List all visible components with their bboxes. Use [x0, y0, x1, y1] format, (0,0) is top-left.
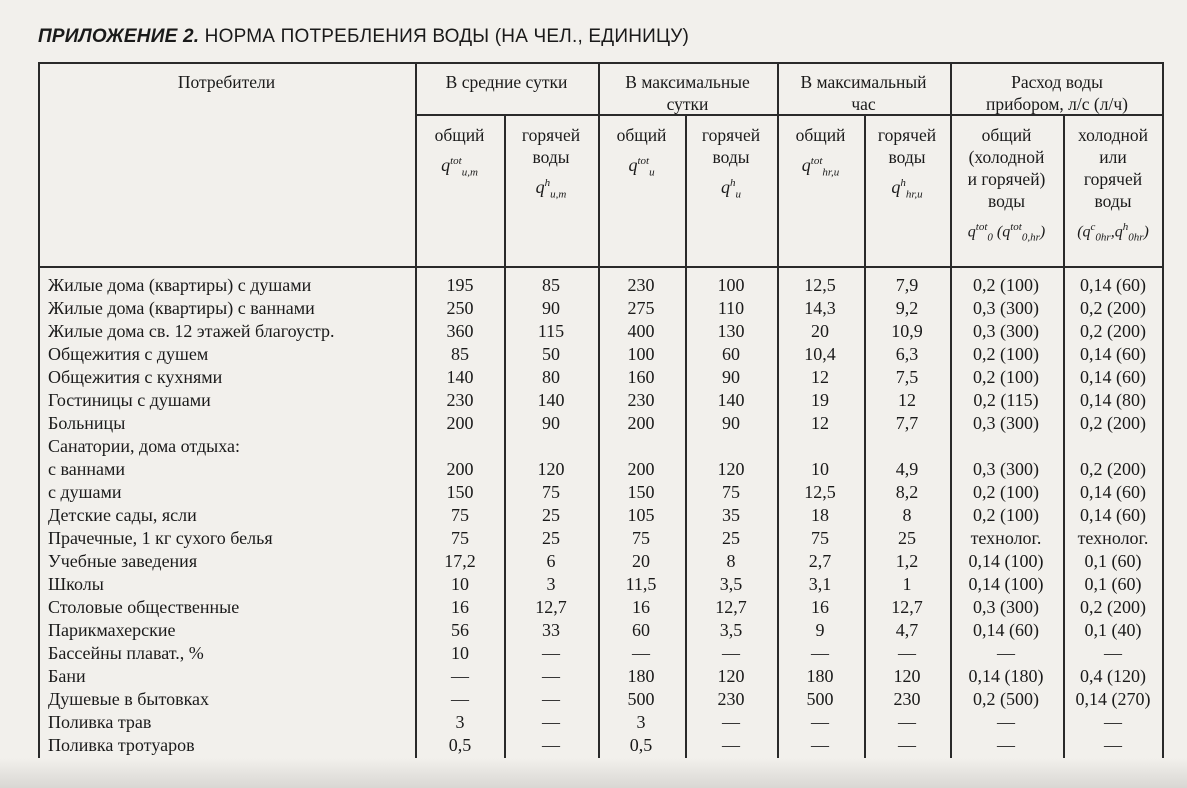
row-value-cell: 10,9 — [891, 321, 923, 341]
subheader-hot-label-1: горячей — [701, 125, 761, 145]
symbol-device-total: $q^{tot}_0$ $(q^{tot}_{0,hr})$ — [967, 221, 1046, 244]
row-value-cell: 120 — [717, 459, 745, 479]
row-consumer-name: Столовые общественные — [48, 597, 240, 617]
row-value-cell: 100 — [627, 344, 655, 364]
row-value-cell: — — [898, 735, 916, 755]
header-max-hour-line2: час — [851, 94, 876, 114]
subheader-maxday-total — [598, 124, 685, 184]
symbol-sup: tot — [975, 221, 988, 233]
symbol-sub: 0hr — [1095, 231, 1111, 244]
table-row — [38, 665, 1164, 688]
row-value-cell: 90 — [722, 413, 740, 433]
row-value-cell: 12,7 — [535, 597, 567, 617]
symbol-sub: hr,u — [905, 188, 923, 201]
row-value-cell: 3 — [455, 712, 465, 732]
table-row — [38, 527, 1164, 550]
row-value-cell: 0,2 (200) — [1080, 298, 1146, 318]
row-value-cell: 200 — [627, 459, 655, 479]
symbol-sup: h — [1122, 221, 1129, 233]
row-value-cell: 0,1 (40) — [1084, 620, 1142, 640]
row-value-cell: 105 — [627, 505, 655, 525]
row-value-cell: 25 — [542, 505, 560, 525]
row-value-cell: 500 — [806, 689, 834, 709]
header-avg-day: В средние сутки — [445, 72, 568, 92]
header-max-day-line1: В максимальные — [625, 72, 750, 92]
subheader-dev-cold-4: воды — [1094, 191, 1132, 211]
row-value-cell: 75 — [451, 528, 469, 548]
subheader-maxhour-hot — [864, 124, 950, 206]
row-consumer-name: Парикмахерские — [48, 620, 176, 640]
symbol-q: q — [891, 177, 901, 197]
symbol-sup: tot — [637, 155, 650, 167]
header-max-hour-line1: В максимальный — [800, 72, 927, 92]
row-value-cell: 60 — [632, 620, 650, 640]
row-value-cell: 12,5 — [804, 275, 836, 295]
row-value-cell: 500 — [627, 689, 655, 709]
subheader-hot-label-1: горячей — [877, 125, 937, 145]
row-value-cell: 0,1 (60) — [1084, 551, 1142, 571]
row-value-cell: 75 — [542, 482, 560, 502]
row-consumer-name: Детские сады, ясли — [48, 505, 197, 525]
row-consumer-name: Учебные заведения — [48, 551, 198, 571]
row-value-cell: 0,3 (300) — [973, 459, 1039, 479]
row-value-cell: 0,3 (300) — [973, 413, 1039, 433]
row-value-cell: — — [997, 735, 1015, 755]
row-value-cell: 3 — [636, 712, 646, 732]
row-value-cell: 0,14 (180) — [968, 666, 1044, 686]
row-value-cell: 12 — [898, 390, 916, 410]
row-value-cell: 9 — [815, 620, 825, 640]
row-value-cell: 230 — [627, 390, 655, 410]
row-value-cell: 90 — [542, 413, 560, 433]
row-value-cell: — — [811, 735, 829, 755]
row-value-cell: — — [451, 689, 469, 709]
header-bottom-rule — [38, 266, 1164, 268]
row-consumer-name: Жилые дома (квартиры) с ваннами — [48, 298, 315, 318]
row-value-cell: 2,7 — [808, 551, 832, 571]
row-value-cell: 0,14 (60) — [1080, 367, 1146, 387]
row-value-cell: 360 — [446, 321, 474, 341]
row-value-cell: 120 — [893, 666, 921, 686]
row-value-cell: 200 — [446, 459, 474, 479]
row-consumer-name: Бани — [48, 666, 86, 686]
row-value-cell: 11,5 — [625, 574, 657, 594]
table-row — [38, 688, 1164, 711]
row-value-cell: 0,3 (300) — [973, 597, 1039, 617]
symbol-sup: h — [730, 177, 736, 189]
row-value-cell: 10 — [451, 574, 469, 594]
row-value-cell: 0,3 (300) — [973, 321, 1039, 341]
row-value-cell: 75 — [811, 528, 829, 548]
subheader-device-total — [950, 124, 1063, 249]
row-consumer-name: с душами — [48, 482, 122, 502]
row-consumer-name: Душевые в бытовках — [48, 689, 210, 709]
symbol-q: q — [1082, 223, 1091, 241]
row-value-cell: 25 — [722, 528, 740, 548]
subheader-total-label: общий — [616, 125, 667, 145]
row-value-cell: 150 — [627, 482, 655, 502]
symbol-sub: u — [649, 166, 655, 179]
row-value-cell: 19 — [811, 390, 829, 410]
symbol-q: q — [535, 177, 545, 197]
symbol-sup: h — [900, 177, 906, 189]
row-value-cell: — — [811, 643, 829, 663]
symbol-sup: tot — [1010, 221, 1022, 233]
row-value-cell: 12,7 — [715, 597, 747, 617]
row-consumer-name: Общежития с кухнями — [48, 367, 223, 387]
row-value-cell: 85 — [542, 275, 560, 295]
heading-title: НОРМА ПОТРЕБЛЕНИЯ ВОДЫ (НА ЧЕЛ., ЕДИНИЦУ) — [204, 26, 690, 47]
row-value-cell: 0,1 (60) — [1084, 574, 1142, 594]
row-value-cell: 12,7 — [891, 597, 923, 617]
row-value-cell: 0,2 (100) — [973, 505, 1039, 525]
symbol-q: q — [721, 177, 730, 197]
row-value-cell: 20 — [632, 551, 650, 571]
row-value-cell: 10,4 — [804, 344, 836, 364]
symbol-q: q — [1002, 223, 1011, 241]
table-row — [38, 458, 1164, 481]
header-device-flow-line1: Расход воды — [1011, 72, 1103, 92]
row-value-cell: — — [1104, 712, 1122, 732]
row-value-cell: 0,2 (100) — [973, 275, 1039, 295]
row-value-cell: 0,2 (115) — [973, 390, 1039, 410]
symbol-sup: c — [1090, 221, 1096, 233]
header-max-day — [598, 71, 777, 115]
subheader-avg-total — [415, 124, 504, 184]
subheader-device-cold-hot — [1063, 124, 1163, 249]
row-consumer-name: Школы — [48, 574, 104, 594]
row-value-cell: 0,5 — [629, 735, 653, 755]
row-consumer-name: Прачечные, 1 кг сухого белья — [48, 528, 273, 548]
symbol-avg-hot — [504, 172, 598, 206]
row-value-cell: — — [1104, 643, 1122, 663]
symbol-maxhour-hot — [864, 172, 950, 206]
row-value-cell: 160 — [627, 367, 655, 387]
row-value-cell: — — [542, 735, 560, 755]
row-consumer-name: Общежития с душем — [48, 344, 209, 364]
row-value-cell: 9,2 — [895, 298, 919, 318]
row-value-cell: 0,2 (200) — [1080, 459, 1146, 479]
row-consumer-name: Жилые дома (квартиры) с душами — [48, 275, 312, 295]
row-value-cell: 0,2 (100) — [973, 344, 1039, 364]
symbol-sub: u,m — [461, 166, 478, 179]
row-value-cell: 90 — [722, 367, 740, 387]
subheader-hot-label-2: воды — [888, 147, 926, 167]
heading-lead: ПРИЛОЖЕНИЕ 2. — [38, 26, 200, 47]
row-consumer-name: Поливка трав — [48, 712, 152, 732]
symbol-q: q — [967, 223, 976, 241]
row-value-cell: 0,4 (120) — [1080, 666, 1146, 686]
subheader-hot-label-2: воды — [712, 147, 750, 167]
row-value-cell: 140 — [446, 367, 474, 387]
row-value-cell: 0,2 (500) — [973, 689, 1039, 709]
row-value-cell: 0,14 (60) — [1080, 275, 1146, 295]
row-value-cell: 25 — [542, 528, 560, 548]
symbol-q: q — [628, 155, 638, 175]
row-value-cell: 140 — [537, 390, 565, 410]
row-consumer-name: Жилые дома св. 12 этажей благоустр. — [48, 321, 335, 341]
symbol-sub: 0,hr — [1021, 231, 1040, 244]
row-value-cell: 110 — [717, 298, 745, 318]
row-value-cell: 7,5 — [895, 367, 919, 387]
row-value-cell: 8,2 — [895, 482, 919, 502]
row-value-cell: — — [997, 712, 1015, 732]
subheader-maxday-hot — [685, 124, 777, 206]
table-row — [38, 343, 1164, 366]
table-row — [38, 734, 1164, 757]
subheader-total-label: общий — [795, 125, 846, 145]
header-max-hour — [777, 71, 950, 115]
row-consumer-name: Гостиницы с душами — [48, 390, 211, 410]
row-consumer-name: Больницы — [48, 413, 126, 433]
row-value-cell: 4,9 — [895, 459, 919, 479]
table-row — [38, 481, 1164, 504]
row-value-cell: 50 — [542, 344, 560, 364]
row-value-cell: — — [542, 643, 560, 663]
subheader-dev-cold-2: или — [1099, 147, 1127, 167]
row-value-cell: 35 — [722, 505, 740, 525]
table-row — [38, 389, 1164, 412]
table-row — [38, 573, 1164, 596]
row-value-cell: 25 — [898, 528, 916, 548]
row-value-cell: 10 — [451, 643, 469, 663]
subheader-maxhour-total — [777, 124, 864, 184]
symbol-sup: h — [544, 177, 551, 189]
subheader-dev-total-4: воды — [987, 191, 1026, 211]
row-value-cell: 115 — [537, 321, 565, 341]
row-value-cell: 3,5 — [719, 574, 743, 594]
water-consumption-table — [38, 62, 1164, 768]
table-row — [38, 550, 1164, 573]
subheader-hot-label-1: горячей — [521, 125, 581, 145]
row-value-cell: — — [811, 712, 829, 732]
row-value-cell: 90 — [542, 298, 560, 318]
symbol-sub: u — [735, 188, 741, 201]
table-row — [38, 320, 1164, 343]
row-value-cell: — — [1104, 735, 1122, 755]
row-value-cell: — — [898, 643, 916, 663]
row-value-cell: — — [722, 643, 740, 663]
symbol-sup: tot — [450, 155, 462, 167]
row-value-cell: 75 — [451, 505, 469, 525]
row-value-cell: — — [542, 712, 560, 732]
table-row — [38, 412, 1164, 435]
row-value-cell: 140 — [717, 390, 745, 410]
row-value-cell: 80 — [542, 367, 560, 387]
table-row — [38, 435, 1164, 458]
row-value-cell: 0,2 (100) — [973, 482, 1039, 502]
row-value-cell: — — [898, 712, 916, 732]
row-value-cell: 275 — [627, 298, 655, 318]
row-value-cell: 16 — [451, 597, 469, 617]
table-top-border — [38, 62, 1164, 64]
row-value-cell: 3 — [546, 574, 556, 594]
row-value-cell: 130 — [717, 321, 745, 341]
row-value-cell: 4,7 — [895, 620, 919, 640]
symbol-maxday-total — [598, 150, 685, 184]
symbol-q: q — [441, 155, 451, 175]
row-value-cell: 1,2 — [895, 551, 919, 571]
subheader-dev-total-3: и горячей) — [967, 169, 1046, 189]
header-consumers: Потребители — [177, 72, 276, 92]
row-value-cell: 20 — [811, 321, 829, 341]
row-consumer-name: с ваннами — [48, 459, 126, 479]
row-value-cell: 60 — [722, 344, 740, 364]
row-value-cell: 0,14 (100) — [968, 574, 1044, 594]
row-value-cell: — — [542, 689, 560, 709]
symbol-q: q — [1114, 223, 1123, 241]
row-value-cell: 1 — [902, 574, 912, 594]
row-value-cell: 0,2 (200) — [1080, 597, 1146, 617]
row-value-cell: 8 — [902, 505, 912, 525]
row-value-cell: 33 — [542, 620, 560, 640]
header-max-day-line2: сутки — [666, 94, 709, 114]
table-row — [38, 297, 1164, 320]
row-value-cell: 0,14 (100) — [968, 551, 1044, 571]
row-value-cell: 3,1 — [808, 574, 832, 594]
symbol-device-cold-hot: $(q^c_{0hr},q^h_{0hr})$ — [1077, 221, 1149, 244]
table-row — [38, 274, 1164, 297]
row-value-cell: 0,2 (200) — [1080, 413, 1146, 433]
row-value-cell: 195 — [446, 275, 474, 295]
row-value-cell: 75 — [722, 482, 740, 502]
row-value-cell: 0,14 (60) — [1080, 505, 1146, 525]
row-value-cell: 200 — [627, 413, 655, 433]
row-value-cell: 150 — [446, 482, 474, 502]
row-value-cell: 180 — [627, 666, 655, 686]
row-value-cell: технолог. — [1077, 528, 1149, 548]
row-value-cell: 75 — [632, 528, 650, 548]
symbol-q: q — [801, 155, 811, 175]
row-value-cell: 3,5 — [719, 620, 743, 640]
row-value-cell: 0,5 — [448, 735, 472, 755]
subheader-dev-total-1: общий — [981, 125, 1032, 145]
row-value-cell: 0,14 (270) — [1075, 689, 1151, 709]
row-value-cell: 18 — [811, 505, 829, 525]
row-value-cell: — — [722, 735, 740, 755]
row-value-cell: 250 — [446, 298, 474, 318]
row-value-cell: 230 — [446, 390, 474, 410]
subheader-avg-hot — [504, 124, 598, 206]
row-value-cell: 0,14 (60) — [1080, 344, 1146, 364]
row-value-cell: 230 — [893, 689, 921, 709]
subheader-dev-cold-3: горячей — [1083, 169, 1143, 189]
row-value-cell: 6,3 — [895, 344, 919, 364]
table-row — [38, 711, 1164, 734]
row-value-cell: 16 — [811, 597, 829, 617]
row-value-cell: 7,7 — [895, 413, 919, 433]
row-value-cell: — — [722, 712, 740, 732]
table-row — [38, 366, 1164, 389]
row-value-cell: 8 — [726, 551, 736, 571]
row-value-cell: 0,2 (100) — [973, 367, 1039, 387]
row-value-cell: 14,3 — [804, 298, 836, 318]
row-value-cell: 6 — [546, 551, 556, 571]
header-device-flow-line2: прибором, л/с (л/ч) — [986, 94, 1128, 114]
row-value-cell: 230 — [717, 689, 745, 709]
row-consumer-name: Поливка тротуаров — [48, 735, 195, 755]
symbol-sub: u,m — [550, 188, 567, 201]
subheader-total-label: общий — [434, 125, 485, 145]
symbol-sub: hr,u — [822, 166, 840, 179]
row-value-cell: — — [632, 643, 650, 663]
row-value-cell: 230 — [627, 275, 655, 295]
row-value-cell: 10 — [811, 459, 829, 479]
subheader-hot-label-2: воды — [532, 147, 570, 167]
symbol-sub: 0hr — [1128, 231, 1144, 244]
subheader-dev-total-2: (холодной — [968, 147, 1045, 167]
table-row — [38, 596, 1164, 619]
row-value-cell: 7,9 — [895, 275, 919, 295]
row-value-cell: 100 — [717, 275, 745, 295]
row-value-cell: 180 — [806, 666, 834, 686]
row-value-cell: — — [542, 666, 560, 686]
row-value-cell: 12,5 — [804, 482, 836, 502]
row-value-cell: 200 — [446, 413, 474, 433]
table-row — [38, 619, 1164, 642]
symbol-maxday-hot — [685, 172, 777, 206]
row-value-cell: — — [451, 666, 469, 686]
row-value-cell: 0,14 (60) — [973, 620, 1039, 640]
row-consumer-name: Бассейны плават., % — [48, 643, 204, 663]
row-value-cell: 17,2 — [444, 551, 476, 571]
row-value-cell: 12 — [811, 367, 829, 387]
row-consumer-name: Санатории, дома отдыха: — [48, 436, 241, 456]
header-device-flow — [950, 71, 1164, 115]
symbol-avg-total — [415, 150, 504, 184]
row-value-cell: 0,3 (300) — [973, 298, 1039, 318]
row-value-cell: 85 — [451, 344, 469, 364]
row-value-cell: 120 — [537, 459, 565, 479]
row-value-cell: 400 — [627, 321, 655, 341]
row-value-cell: 120 — [717, 666, 745, 686]
page-bottom-shade — [0, 758, 1187, 788]
symbol-maxhour-total — [777, 150, 864, 184]
subheader-dev-cold-1: холодной — [1078, 125, 1148, 145]
row-value-cell: технолог. — [970, 528, 1042, 548]
symbol-sub: 0 — [987, 231, 993, 244]
row-value-cell: 0,14 (80) — [1080, 390, 1146, 410]
row-value-cell: 12 — [811, 413, 829, 433]
row-value-cell: 0,14 (60) — [1080, 482, 1146, 502]
row-value-cell: 0,2 (200) — [1080, 321, 1146, 341]
table-row — [38, 504, 1164, 527]
row-value-cell: 16 — [632, 597, 650, 617]
row-value-cell: — — [997, 643, 1015, 663]
symbol-sup: tot — [810, 155, 823, 167]
row-value-cell: 56 — [451, 620, 469, 640]
page-heading — [38, 26, 689, 48]
table-row — [38, 642, 1164, 665]
